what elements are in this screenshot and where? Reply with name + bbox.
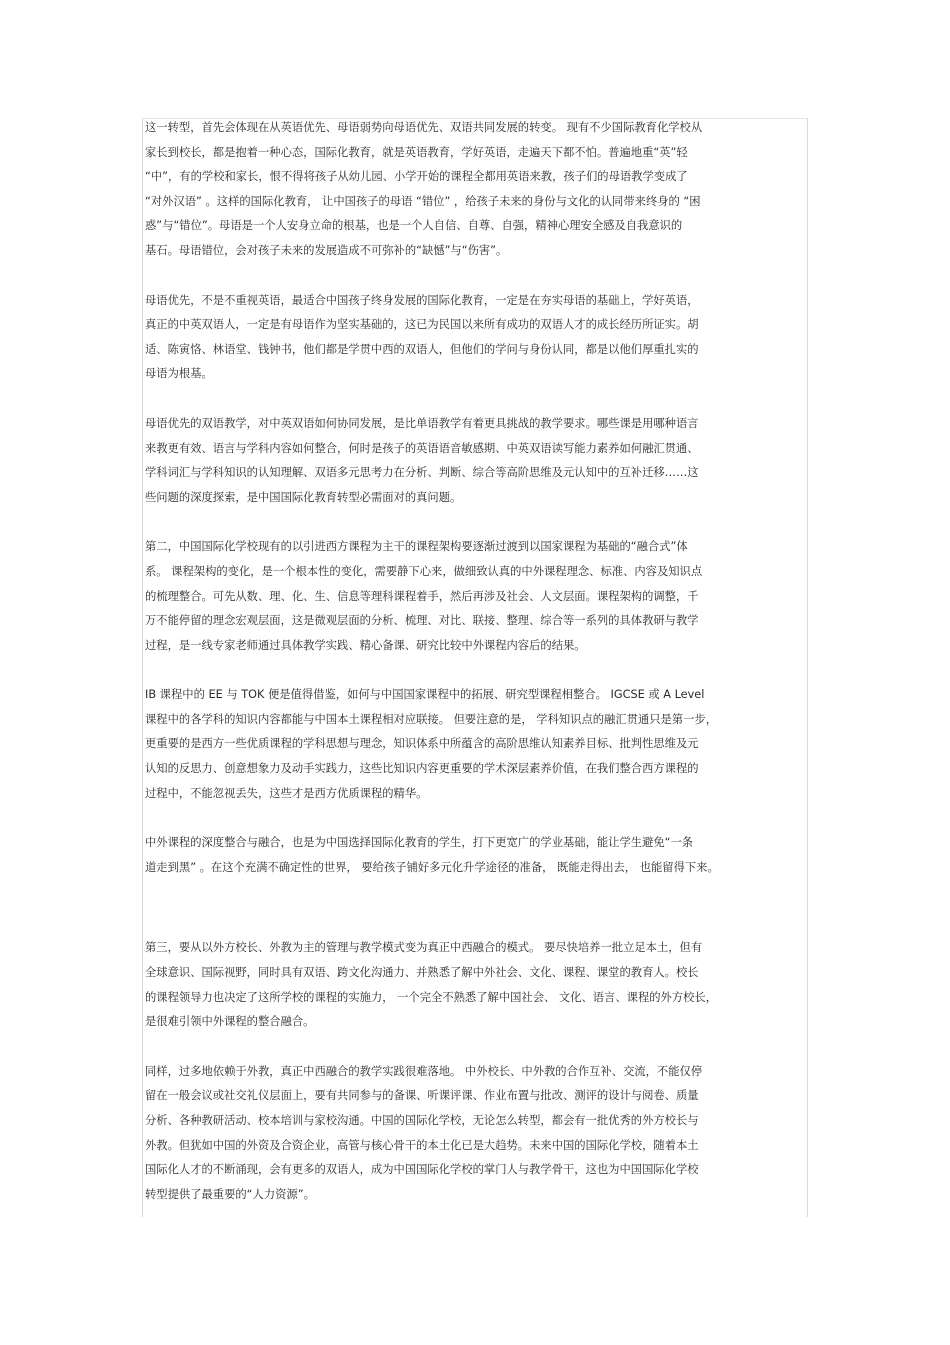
paragraph-3 [145,412,805,510]
document-body [145,116,805,1207]
text-line: “中”，有的学校和家长，恨不得将孩子从幼儿园、小学开始的课程全都用英语来教，孩子们的母语教学变成了 [145,170,688,184]
text-line: 外教。但犹如中国的外资及合资企业，高管与核心骨干的本土化已是大趋势。未来中国的国际化学校，随着本土 [145,1138,699,1152]
text-line: 家长到校长，都是抱着一种心态，国际化教育，就是英语教育，学好英语，走遍天下都不怕。普遍地重“英”轻 [145,145,688,159]
paragraph-2 [145,289,805,387]
text-line: 分析、各种教研活动、校本培训与家校沟通。中国的国际化学校，无论怎么转型，都会有一批优秀的外方校长与 [145,1114,699,1127]
paragraph-6 [145,831,805,880]
text-line: 中外课程的深度整合与融合，也是为中国选择国际化教育的学生，打下更宽广的学业基础，能让学生避免“一条 [145,836,694,850]
text-line: 万不能停留的理念宏观层面，这是微观层面的分析、梳理、对比、联接、整理、综合等一系列的具体教研与教学 [145,614,699,628]
text-line: 的梳理整合。可先从数、理、化、生、信息等理科课程着手，然后再涉及社会、人文层面。课程架构的调整，千 [145,589,699,603]
text-line: 来教更有效、语言与学科内容如何整合，何时是孩子的英语语音敏感期、中英双语读写能力素养如何融汇贯通、 [145,441,699,455]
text-line: IB 课程中的 EE 与 TOK 便是值得借鉴，如何与中国国家课程中的拓展、研究型课程相整合。 IGCSE 或 A Level [145,688,705,702]
text-line: 些问题的深度探索，是中国国际化教育转型必需面对的真问题。 [145,490,462,504]
text-line: 惑”与“错位”。母语是一个人安身立命的根基，也是一个人自信、自尊、自强，精神心理安全感及自我意识的 [145,219,683,233]
text-line: 第二，中国国际化学校现有的以引进西方课程为主干的课程架构要逐渐过渡到以国家课程为基础的“融合式”体 [145,540,688,554]
text-line: 系。 课程架构的变化，是一个根本性的变化，需要静下心来，做细致认真的中外课程理念、标准、内容及知识点 [145,564,703,578]
text-line: 认知的反思力、创意想象力及动手实践力，这些比知识内容更重要的学术深层素养价值，在我们整合西方课程的 [145,762,699,776]
paragraph-5 [145,683,805,806]
text-line: 适、陈寅恪、林语堂、钱钟书，他们都是学贯中西的双语人，但他们的学问与身份认同，都是以他们厚重扎实的 [145,342,699,356]
text-line: 学科词汇与学科知识的认知理解、双语多元思考力在分析、判断、综合等高阶思维及元认知中的互补迁移……这 [145,466,699,480]
text-line: 更重要的是西方一些优质课程的学科思想与理念，知识体系中所蕴含的高阶思维认知素养目标、批判性思维及元 [145,737,699,751]
text-line: 课程中的各学科的知识内容都能与中国本土课程相对应联接。 但要注意的是， 学科知识点的融汇贯通只是第一步， [145,712,718,726]
text-line: 真正的中英双语人，一定是有母语作为坚实基础的，这已为民国以来所有成功的双语人才的成长经历所证实。胡 [145,318,699,332]
text-line: 基石。母语错位，会对孩子未来的发展造成不可弥补的“缺憾”与“伤害”。 [145,243,508,257]
text-line: 母语优先的双语教学，对中英双语如何协同发展，是比单语教学有着更具挑战的教学要求。哪些课是用哪种语言 [145,416,699,430]
text-line: 这一转型，首先会体现在从英语优先、母语弱势向母语优先、双语共同发展的转变。 现有不少国际教育化学校从 [145,121,703,134]
text-line: 的课程领导力也决定了这所学校的课程的实施力， 一个完全不熟悉了解中国社会、 文化、语言、课程的外方校长， [145,990,718,1004]
text-line: “对外汉语” 。这样的国际化教育， 让中国孩子的母语 “错位” ，给孩子未来的身份与文化的认同带来终身的 “困 [145,194,701,208]
text-line: 国际化人才的不断涌现，会有更多的双语人，成为中国国际化学校的掌门人与教学骨干，这也为中国国际化学校 [145,1163,699,1177]
text-line: 留在一般会议或社交礼仪层面上，要有共同参与的备课、听课评课、作业布置与批改、测评的设计与阅卷、质量 [145,1089,699,1103]
text-line: 第三，要从以外方校长、外教为主的管理与教学模式变为真正中西融合的模式。 要尽快培养一批立足本土，但有 [145,941,703,955]
text-line: 过程中，不能忽视丢失，这些才是西方优质课程的精华。 [145,786,428,800]
text-line: 母语为根基。 [145,367,213,381]
paragraph-4 [145,535,805,658]
paragraph-7 [145,936,805,1034]
text-line: 是很难引领中外课程的整合融合。 [145,1015,315,1029]
paragraph-1 [145,116,805,264]
paragraph-8 [145,1060,805,1208]
text-line: 同样，过多地依赖于外教，真正中西融合的教学实践很难落地。 中外校长、中外教的合作互补、交流，不能仅停 [145,1064,703,1078]
text-line: 全球意识、国际视野，同时具有双语、跨文化沟通力、并熟悉了解中外社会、文化、课程、课堂的教育人。校长 [145,966,699,980]
text-line: 道走到黑” 。在这个充满不确定性的世界， 要给孩子铺好多元化升学途径的准备， 既能走得出去， 也能留得下来。 [145,860,719,874]
text-line: 过程，是一线专家老师通过具体教学实践、精心备课、研究比较中外课程内容后的结果。 [145,638,586,652]
text-line: 转型提供了最重要的“人力资源”。 [145,1187,315,1201]
text-line: 母语优先，不是不重视英语，最适合中国孩子终身发展的国际化教育，一定是在夯实母语的基础上，学好英语， [145,293,699,307]
